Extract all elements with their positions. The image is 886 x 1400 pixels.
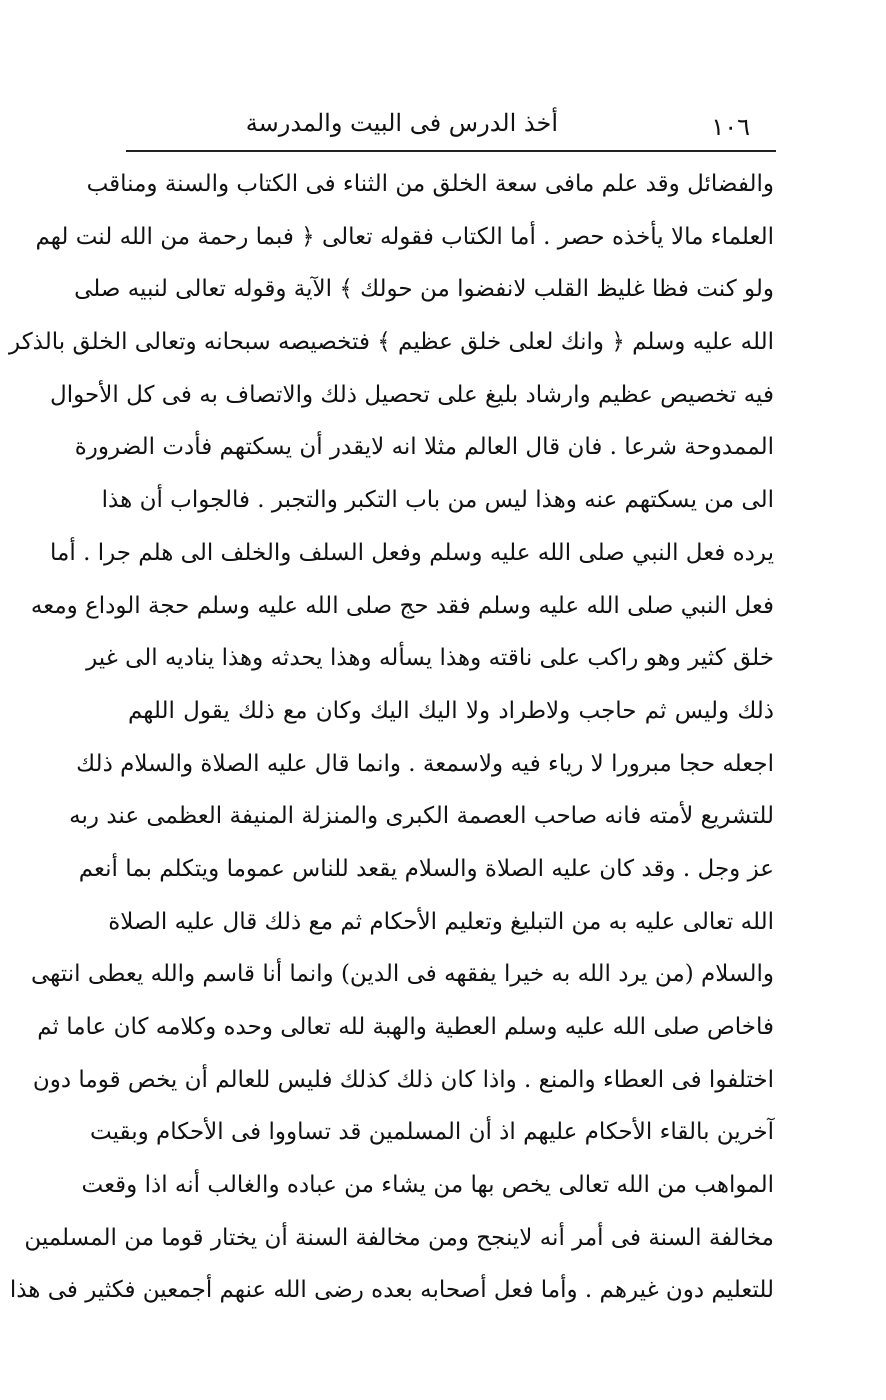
page-header <box>128 104 778 144</box>
text-line: للتعليم دون غيرهم . وأما فعل أصحابه بعده رضى الله عنهم أجمعين فكثير فى هذا <box>9 1277 774 1304</box>
text-line: المواهب من الله تعالى يخص بها من يشاء من عباده والغالب أنه اذا وقعت <box>81 1172 774 1199</box>
text-line: الله تعالى عليه به من التبليغ وتعليم الأحكام ثم مع ذلك قال عليه الصلاة <box>108 908 774 935</box>
text-line: ولو كنت فظا غليظ القلب لانفضوا من حولك ﴾ الآية وقوله تعالى لنبيه صلى <box>74 276 774 303</box>
text-line: خلق كثير وهو راكب على ناقته وهذا يسأله وهذا يحدثه وهذا يناديه الى غير <box>86 645 774 672</box>
text-line: فيه تخصيص عظيم وارشاد بليغ على تحصيل ذلك والاتصاف به فى كل الأحوال <box>50 381 774 408</box>
text-line: مخالفة السنة فى أمر أنه لاينجح ومن مخالفة السنة أن يختار قوما من المسلمين <box>24 1224 774 1251</box>
text-line: يرده فعل النبي صلى الله عليه وسلم وفعل السلف والخلف الى هلم جرا . أما <box>50 539 774 566</box>
text-line: فعل النبي صلى الله عليه وسلم فقد حج صلى الله عليه وسلم حجة الوداع ومعه <box>30 592 774 619</box>
text-line: الله عليه وسلم ﴿ وانك لعلى خلق عظيم ﴾ فتخصيصه سبحانه وتعالى الخلق بالذكر <box>9 329 774 356</box>
running-title: أخذ الدرس فى البيت والمدرسة <box>245 109 558 137</box>
text-line: اختلفوا فى العطاء والمنع . واذا كان ذلك كذلك فليس للعالم أن يخص قوما دون <box>32 1066 774 1093</box>
text-line: فاخاص صلى الله عليه وسلم العطية والهبة لله تعالى وحده وكلامه كان عاما ثم <box>37 1014 774 1040</box>
text-line: والسلام (من يرد الله به خيرا يفقهه فى الدين) وانما أنا قاسم والله يعطى انتهى <box>31 961 774 988</box>
page-number: ١٠٦ <box>711 113 750 141</box>
text-line: آخرين بالقاء الأحكام عليهم اذ أن المسلمين قد تساووا فى الأحكام وبقيت <box>90 1119 774 1146</box>
text-line: ذلك وليس ثم حاجب ولاطراد ولا اليك اليك وكان مع ذلك يقول اللهم <box>128 697 774 724</box>
text-line: للتشريع لأمته فانه صاحب العصمة الكبرى والمنزلة المنيفة العظمى عند ربه <box>69 803 774 830</box>
body-text <box>9 158 774 1317</box>
text-line: والفضائل وقد علم مافى سعة الخلق من الثناء فى الكتاب والسنة ومناقب <box>86 171 774 197</box>
text-line: عز وجل . وقد كان عليه الصلاة والسلام يقعد للناس عموما ويتكلم بما أنعم <box>78 855 774 882</box>
text-line: الى من يسكتهم عنه وهذا ليس من باب التكبر والتجبر . فالجواب أن هذا <box>101 487 774 514</box>
header-rule <box>126 150 776 152</box>
text-line: اجعله حجا مبرورا لا رياء فيه ولاسمعة . وانما قال عليه الصلاة والسلام ذلك <box>76 750 774 777</box>
text-line: العلماء مالا يأخذه حصر . أما الكتاب فقوله تعالى ﴿ فبما رحمة من الله لنت لهم <box>35 223 774 250</box>
text-line: الممدوحة شرعا . فان قال العالم مثلا انه لايقدر أن يسكتهم فأدت الضرورة <box>74 434 774 461</box>
